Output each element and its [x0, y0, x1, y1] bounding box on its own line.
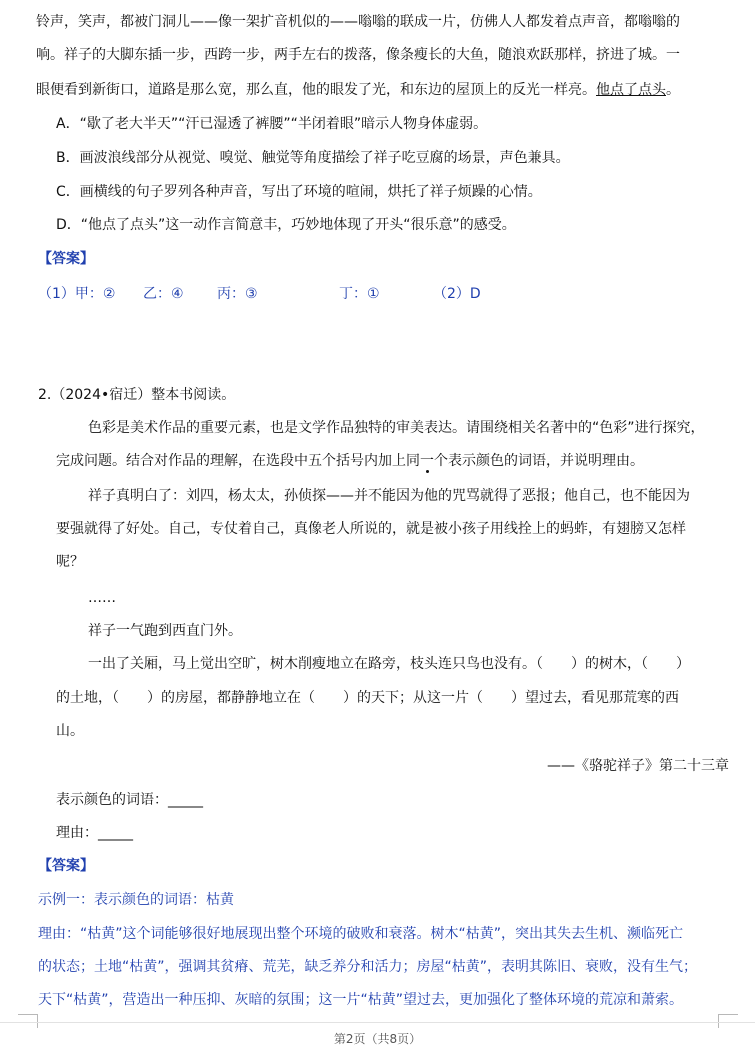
excerpt-p3-line-2: 的土地，（ ）的房屋，都静静地立在（ ）的天下；从这一片（ ）望过去，看见那荒寒的西: [56, 690, 679, 706]
passage-line-3-end: 。: [666, 82, 680, 98]
answer1-part4: 丁：①: [339, 286, 380, 302]
blank-color-word: 表示颜色的词语：_____: [56, 792, 203, 808]
answer1-part2: 乙：④: [143, 286, 184, 302]
option-a: A．“歇了老大半天”“汗已湿透了裤腰”“半闭着眼”暗示人物身体虚弱。: [56, 116, 488, 132]
page-number: 第2页（共8页）: [333, 1032, 422, 1046]
excerpt-p1-line-3: 呢？: [56, 554, 84, 570]
answer2-reason-line-3: 天下“枯黄”，营造出一种压抑、灰暗的氛围；这一片“枯黄”望过去，更加强化了整体环境的荒凉和萧索。: [38, 992, 684, 1008]
option-c: C．画横线的句子罗列各种声音，写出了环境的喧闹，烘托了祥子烦躁的心情。: [56, 184, 542, 200]
underlined-sentence: 他点了点头: [596, 82, 666, 98]
excerpt-p1-line-2: 要强就得了好处。自己，专仗着自己，真像老人所说的，就是被小孩子用线拴上的蚂蚱，有翅膀又怎样: [56, 521, 686, 537]
excerpt-p2: 祥子一气跑到西直门外。: [88, 623, 242, 639]
option-d: D．“他点了点头”这一动作言简意丰，巧妙地体现了开头“很乐意”的感受。: [56, 217, 516, 233]
answer1-part5: （2）D: [433, 286, 481, 302]
footer-divider: [0, 1022, 755, 1023]
answer1-part3: 丙：③: [217, 286, 258, 302]
passage-line-1: 铃声，笑声，都被门洞儿——像一架扩音机似的——嗡嗡的联成一片，仿佛人人都发着点声音，都嗡嗡的: [36, 14, 680, 30]
answer2-example: 示例一：表示颜色的词语：枯黄: [38, 892, 234, 908]
excerpt-source: ——《骆驼祥子》第二十三章: [547, 758, 729, 774]
question-2-intro-line-2: [56, 451, 644, 471]
answer2-reason-line-2: 的状态；土地“枯黄”，强调其贫瘠、荒芜，缺乏养分和活力；房屋“枯黄”，表明其陈旧、衰败，没有生气；: [38, 959, 698, 975]
excerpt-ellipsis: ……: [88, 590, 116, 606]
answer-label-2: 【答案】: [38, 858, 94, 874]
intro-text-end: 个表示颜色的词语，并说明理由。: [434, 453, 644, 469]
crop-mark-left-vertical: [37, 1014, 38, 1028]
excerpt-p3-line-3: 山。: [56, 723, 84, 739]
crop-mark-right: [718, 1014, 738, 1015]
answer2-reason-line-1: 理由：“枯黄”这个词能够很好地展现出整个环境的破败和衰落。树木“枯黄”，突出其失去生机、濒临死亡: [38, 926, 684, 942]
answer-label-1: 【答案】: [38, 251, 94, 267]
emphasis-dotted-char: 一: [420, 453, 434, 469]
option-b: B．画波浪线部分从视觉、嗅觉、触觉等角度描绘了祥子吃豆腐的场景，声色兼具。: [56, 150, 570, 166]
question-2-intro-line-1: 色彩是美术作品的重要元素，也是文学作品独特的审美表达。请围绕相关名著中的“色彩”进行探究，: [88, 420, 705, 436]
passage-line-3-text: 眼便看到新街口，道路是那么宽，那么直，他的眼发了光，和东边的屋顶上的反光一样亮。: [36, 82, 596, 98]
intro-text: 完成问题。结合对作品的理解，在选段中五个括号内加上同: [56, 453, 420, 469]
answer1-part1: （1）甲：②: [38, 286, 116, 302]
excerpt-p1-line-1: 祥子真明白了：刘四，杨太太，孙侦探——并不能因为他的咒骂就得了恶报；他自己，也不能因为: [88, 488, 690, 504]
crop-mark-right-vertical: [718, 1014, 719, 1028]
passage-line-2: 响。祥子的大脚东插一步，西跨一步，两手左右的拨落，像条瘦长的大鱼，随浪欢跃那样，挤进了城。一: [36, 47, 680, 63]
passage-line-3: [36, 80, 680, 100]
excerpt-p3-line-1: 一出了关厢，马上觉出空旷，树木削瘦地立在路旁，枝头连只鸟也没有。（ ）的树木，（ ）: [88, 656, 690, 672]
question-2-header: 2.（2024•宿迁）整本书阅读。: [38, 387, 236, 403]
blank-reason: 理由：_____: [56, 825, 133, 841]
crop-mark-left: [18, 1014, 38, 1015]
